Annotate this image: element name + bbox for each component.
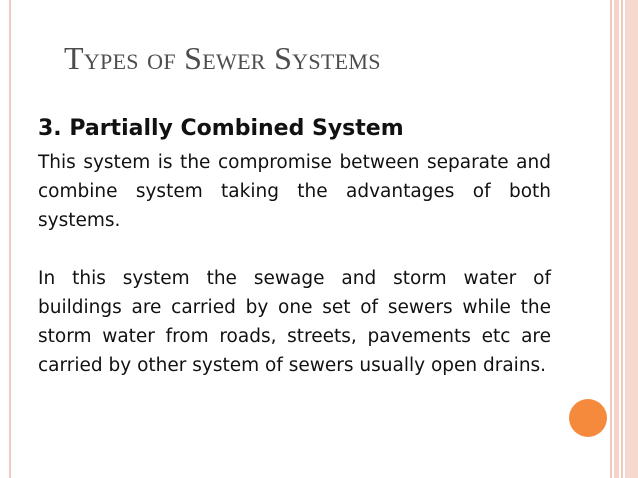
slide-title: Types of Sewer Systems (64, 40, 381, 76)
stripe (621, 0, 623, 478)
section-heading: 3. Partially Combined System (38, 116, 404, 141)
paragraph-definition: This system is the compromise between separate and combine system taking the advantages of both systems. (38, 152, 551, 231)
stripe (625, 0, 638, 478)
right-decorative-stripes (610, 0, 638, 478)
stripe (614, 0, 619, 478)
paragraph-description: In this system the sewage and storm water of buildings are carried by one set of sewers while the storm water from roads, streets, pavements etc are carried by other system of sewers usually open drains. (38, 268, 551, 376)
slide-body (38, 114, 551, 380)
stripe (610, 0, 612, 478)
left-border-line (9, 0, 11, 478)
orange-circle-decoration (569, 399, 607, 437)
